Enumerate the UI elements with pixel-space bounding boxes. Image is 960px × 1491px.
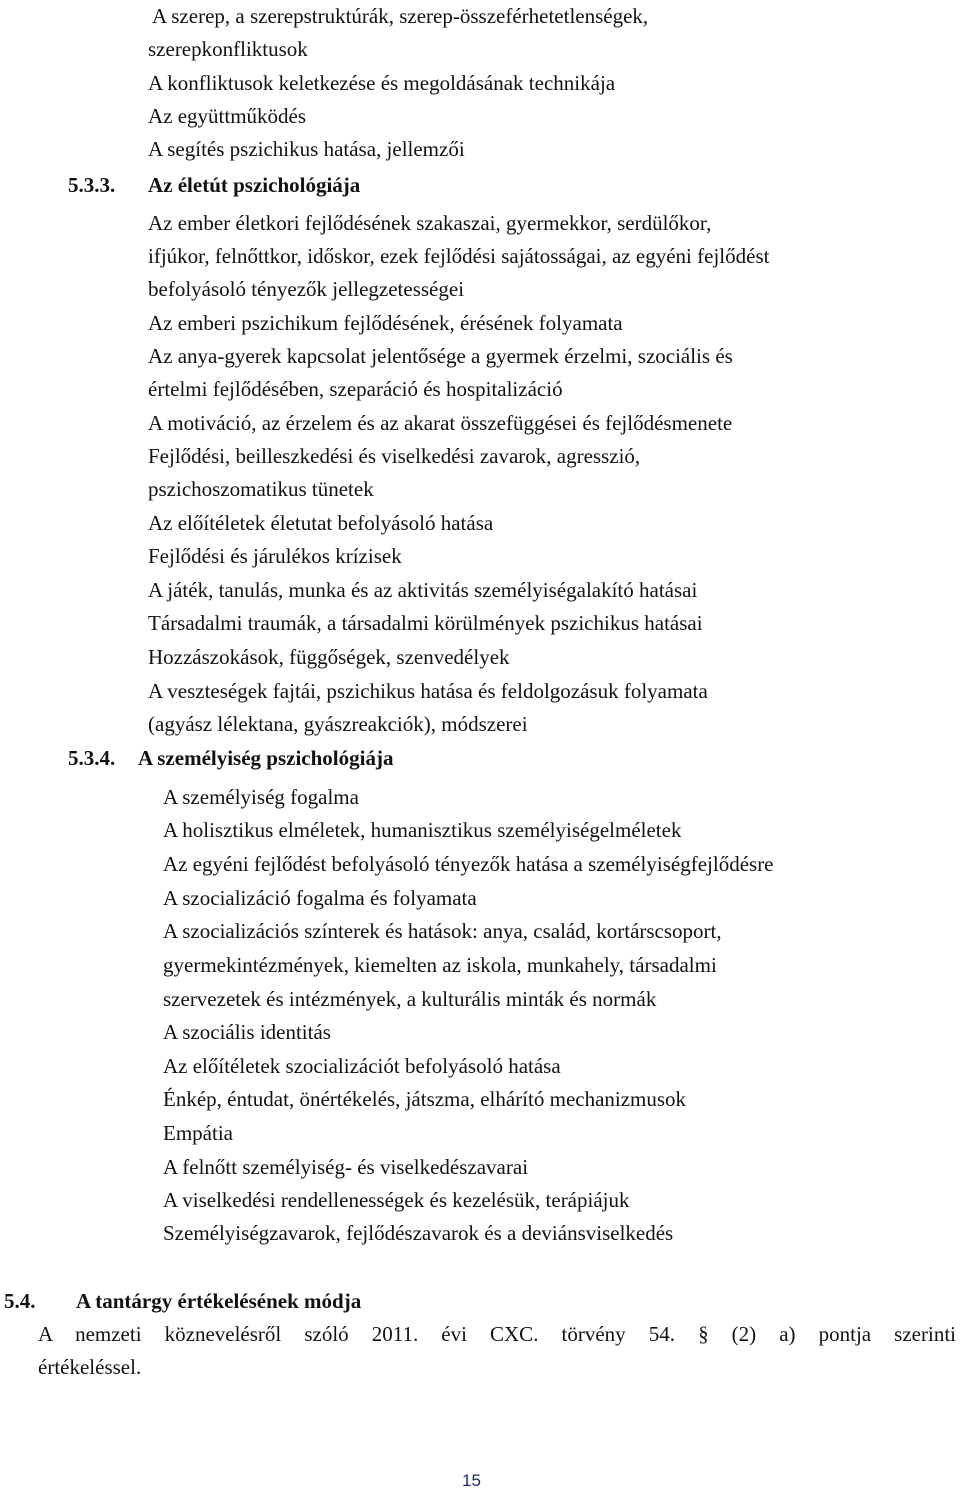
top-line: A segítés pszichikus hatása, jellemzői	[148, 137, 465, 161]
section-line: Az anya-gyerek kapcsolat jelentősége a gyermek érzelmi, szociális és	[148, 344, 733, 368]
top-line: A szerep, a szerepstruktúrák, szerep-összeférhetetlenségek,	[152, 4, 649, 28]
section-title: A személyiség pszichológiája	[138, 746, 394, 770]
section-line: Az emberi pszichikum fejlődésének, érésének folyamata	[148, 311, 623, 335]
section-line: Társadalmi traumák, a társadalmi körülmények pszichikus hatásai	[148, 611, 703, 635]
top-line: Az együttműködés	[148, 104, 307, 128]
section-line: Az előítéletek életutat befolyásoló hatása	[148, 511, 494, 535]
section-line: A szocializációs színterek és hatások: anya, család, kortárscsoport,	[163, 919, 722, 943]
section-line: A veszteségek fajtái, pszichikus hatása és feldolgozásuk folyamata	[148, 679, 708, 703]
section-line: A felnőtt személyiség- és viselkedészavarai	[163, 1155, 529, 1179]
section-line: (agyász lélektana, gyászreakciók), módszerei	[148, 712, 528, 736]
top-line: A konfliktusok keletkezése és megoldásának technikája	[148, 71, 616, 95]
section-line: Énkép, éntudat, önértékelés, játszma, elhárító mechanizmusok	[163, 1087, 687, 1111]
section-number: 5.3.4.	[68, 746, 116, 770]
section-line: A szocializáció fogalma és folyamata	[163, 886, 477, 910]
section-paragraph: értékeléssel.	[38, 1355, 142, 1379]
section-line: Személyiségzavarok, fejlődészavarok és a deviánsviselkedés	[163, 1221, 674, 1245]
page-number: 15	[462, 1471, 481, 1490]
section-title: Az életút pszichológiája	[148, 173, 361, 197]
section-line: A motiváció, az érzelem és az akarat összefüggései és fejlődésmenete	[148, 411, 733, 435]
section-line: A szociális identitás	[163, 1020, 331, 1044]
top-line: szerepkonfliktusok	[148, 37, 308, 61]
section-line: Az előítéletek szocializációt befolyásoló hatása	[163, 1054, 561, 1078]
section-line: Az egyéni fejlődést befolyásoló tényezők hatása a személyiségfejlődésre	[163, 852, 774, 876]
section-line: Fejlődési és járulékos krízisek	[148, 544, 402, 568]
section-line: értelmi fejlődésében, szeparáció és hospitalizáció	[148, 377, 563, 401]
section-line: Az ember életkori fejlődésének szakaszai, gyermekkor, serdülőkor,	[148, 211, 712, 235]
section-line: befolyásoló tényezők jellegzetességei	[148, 277, 465, 301]
section-line: A viselkedési rendellenességek és kezelésük, terápiájuk	[163, 1188, 630, 1212]
section-line: szervezetek és intézmények, a kulturális minták és normák	[163, 987, 657, 1011]
section-number: 5.3.3.	[68, 173, 116, 197]
section-line: ifjúkor, felnőttkor, időskor, ezek fejlődési sajátosságai, az egyéni fejlődést	[148, 244, 770, 268]
section-title: A tantárgy értékelésének módja	[76, 1289, 362, 1313]
section-line: Hozzászokások, függőségek, szenvedélyek	[148, 645, 510, 669]
section-line: pszichoszomatikus tünetek	[148, 477, 374, 501]
section-paragraph: A nemzeti köznevelésről szóló 2011. évi CXC. törvény 54. § (2) a) pontja szerinti	[38, 1322, 956, 1346]
section-line: Fejlődési, beilleszkedési és viselkedési zavarok, agresszió,	[148, 444, 641, 468]
section-line: A holisztikus elméletek, humanisztikus személyiségelméletek	[163, 818, 682, 842]
section-line: A játék, tanulás, munka és az aktivitás személyiségalakító hatásai	[148, 578, 698, 602]
section-line: Empátia	[163, 1121, 233, 1145]
section-line: A személyiség fogalma	[163, 785, 359, 809]
section-line: gyermekintézmények, kiemelten az iskola, munkahely, társadalmi	[163, 953, 717, 977]
section-number: 5.4.	[4, 1289, 36, 1313]
